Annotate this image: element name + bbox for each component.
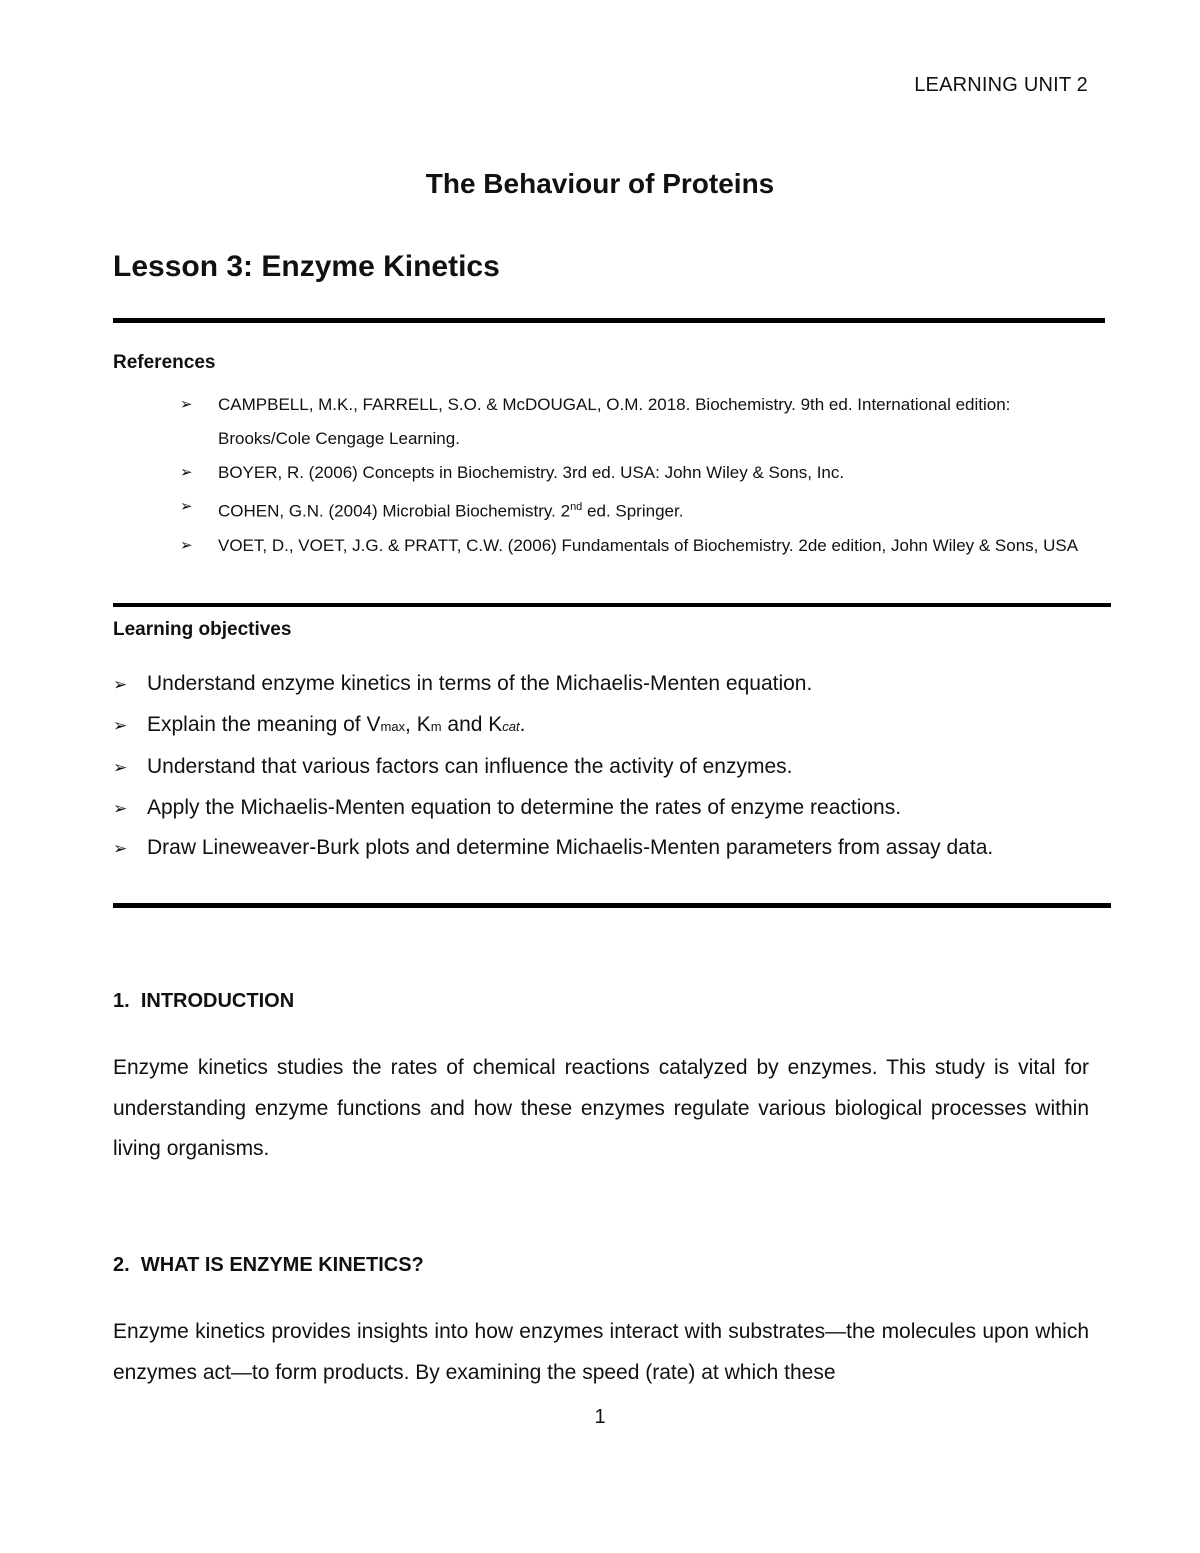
- reference-superscript: nd: [570, 501, 583, 513]
- objective-item: [113, 747, 1103, 788]
- page-number: 1: [594, 1406, 606, 1428]
- divider-bottom: [113, 903, 1111, 908]
- objective-item: [113, 705, 1103, 748]
- section-paragraph: Enzyme kinetics studies the rates of chemical reactions catalyzed by enzymes. This study is vital for understanding enzyme functions and how these enzymes regulate various biological processes within living organisms.: [113, 1056, 1089, 1160]
- header-unit-label: LEARNING UNIT 2: [914, 74, 1088, 96]
- arrowhead-bullet-icon: ➢: [113, 758, 128, 777]
- section-heading-introduction: [113, 990, 294, 1013]
- objective-text: Understand that various factors can influence the activity of enzymes.: [147, 755, 793, 778]
- section-title: WHAT IS ENZYME KINETICS?: [140, 1254, 424, 1276]
- objective-text-part: and K: [441, 712, 503, 736]
- km-subscript: m: [430, 718, 442, 734]
- arrowhead-bullet-icon: ➢: [180, 464, 193, 481]
- arrowhead-bullet-icon: ➢: [180, 396, 193, 413]
- reference-text-part: ed. Springer.: [582, 501, 684, 521]
- objective-text-part: .: [519, 712, 526, 736]
- objective-item: [113, 664, 1103, 705]
- objective-text-part: , K: [405, 712, 431, 736]
- divider-top: [113, 318, 1105, 323]
- objective-item: [113, 828, 1103, 869]
- objective-item: [113, 788, 1103, 829]
- reference-item: [180, 388, 1095, 456]
- arrowhead-bullet-icon: ➢: [113, 675, 128, 694]
- objective-text: Draw Lineweaver-Burk plots and determine Michaelis-Menten parameters from assay data.: [147, 836, 994, 859]
- lesson-title: Lesson 3: Enzyme Kinetics: [113, 250, 500, 283]
- objective-text: Understand enzyme kinetics in terms of the Michaelis-Menten equation.: [147, 672, 813, 695]
- objectives-list: [113, 664, 1103, 869]
- references-heading: References: [113, 352, 216, 373]
- section-paragraph: Enzyme kinetics provides insights into how enzymes interact with substrates—the molecules upon which enzymes act—to form products. By examining the speed (rate) at which these: [113, 1320, 1089, 1384]
- reference-text: BOYER, R. (2006) Concepts in Biochemistry. 3rd ed. USA: John Wiley & Sons, Inc.: [218, 463, 845, 482]
- reference-item: [180, 529, 1095, 563]
- reference-text: VOET, D., VOET, J.G. & PRATT, C.W. (2006) Fundamentals of Biochemistry. 2de edition, John Wiley & Sons, USA: [218, 535, 1079, 555]
- arrowhead-bullet-icon: ➢: [180, 536, 193, 554]
- objectives-heading: Learning objectives: [113, 619, 292, 640]
- references-list: [180, 388, 1095, 563]
- reference-item: [180, 456, 1095, 490]
- objective-text-part: Explain the meaning of V: [147, 712, 381, 736]
- arrowhead-bullet-icon: ➢: [113, 839, 128, 858]
- section-number: 2.: [113, 1254, 130, 1276]
- section-heading-what-is-enzyme-kinetics: [113, 1254, 424, 1277]
- arrowhead-bullet-icon: ➢: [113, 715, 128, 735]
- reference-text: CAMPBELL, M.K., FARRELL, S.O. & McDOUGAL, O.M. 2018. Biochemistry. 9th ed. International edition: Brooks/Cole Cengage Learning.: [218, 395, 1011, 448]
- section-number: 1.: [113, 990, 130, 1012]
- document-title: The Behaviour of Proteins: [425, 168, 775, 199]
- vmax-subscript: max: [380, 718, 406, 734]
- arrowhead-bullet-icon: ➢: [180, 498, 193, 515]
- kcat-subscript: cat: [502, 718, 520, 734]
- objective-text: Apply the Michaelis-Menten equation to determine the rates of enzyme reactions.: [147, 795, 902, 819]
- section-title: INTRODUCTION: [140, 990, 295, 1012]
- divider-middle: [113, 603, 1111, 607]
- arrowhead-bullet-icon: ➢: [113, 798, 128, 818]
- reference-text-part: COHEN, G.N. (2004) Microbial Biochemistry. 2: [218, 501, 571, 521]
- reference-item: [180, 490, 1095, 529]
